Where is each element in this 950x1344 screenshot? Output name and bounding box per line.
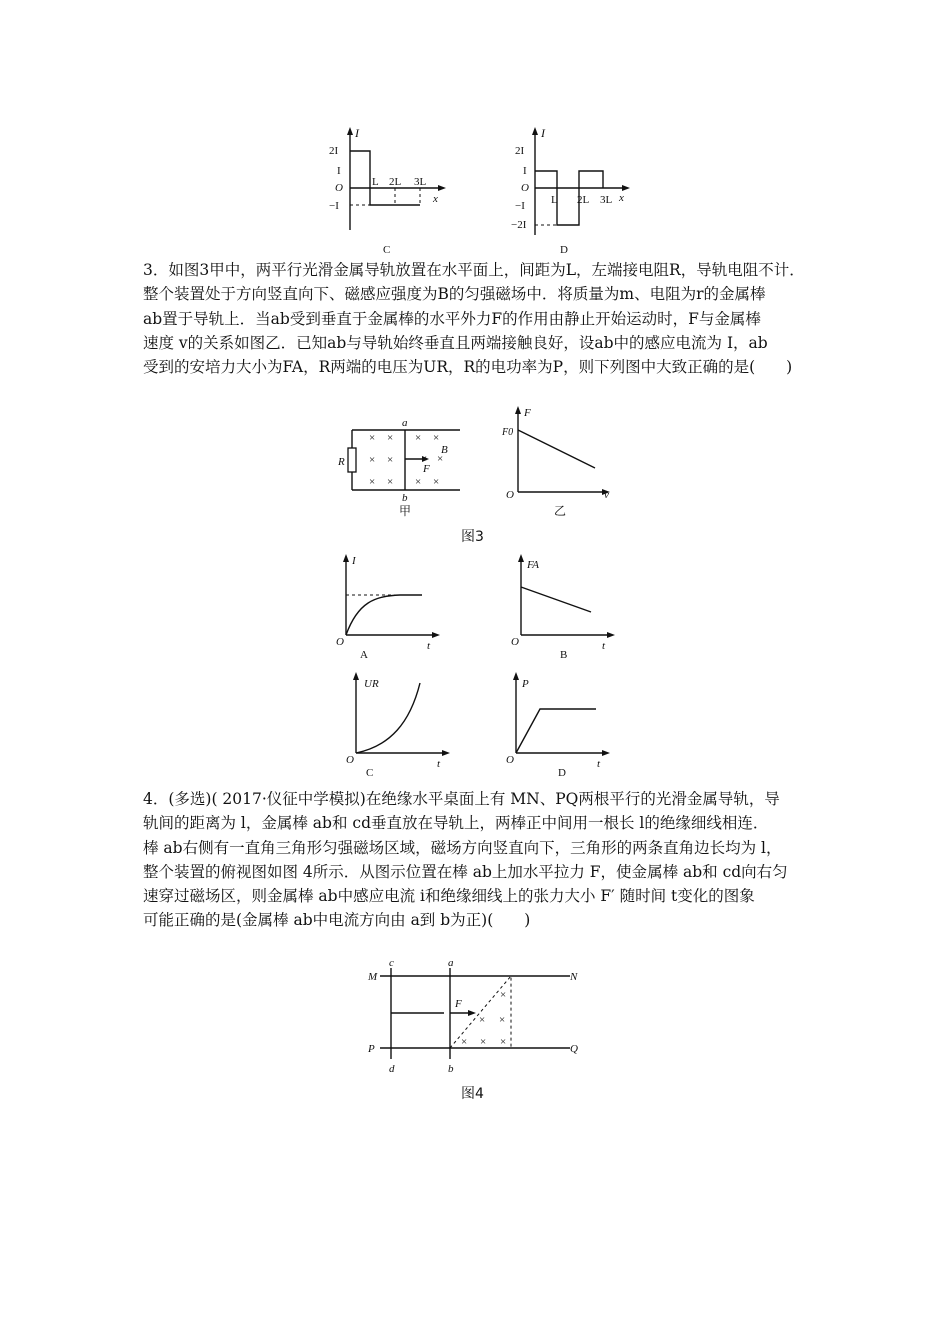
field-cross: ×	[433, 476, 440, 488]
question-4-line: 轨间的距离为 l，金属棒 ab和 cd垂直放在导轨上，两棒正中间用一根长 l的绝缘细线相连．	[143, 814, 769, 833]
svg-text:F0: F0	[502, 427, 514, 438]
svg-text:x: x	[619, 192, 624, 204]
svg-text:I: I	[541, 126, 545, 140]
question-4-line: 速穿过磁场区，则金属棒 ab中感应电流 i和绝缘细线上的张力大小 F′ 随时间 t变化的图象	[143, 887, 755, 906]
svg-text:F: F	[423, 463, 430, 475]
svg-text:O: O	[511, 636, 519, 648]
svg-text:t: t	[602, 640, 606, 652]
svg-text:乙: 乙	[554, 504, 567, 518]
svg-text:t: t	[427, 640, 431, 652]
svg-text:2I: 2I	[329, 145, 339, 157]
svg-text:C: C	[366, 767, 374, 779]
option-d-graph	[500, 668, 615, 780]
question-3-line: 速度 v的关系如图乙．已知ab与导轨始终垂直且两端接触良好，设ab中的感应电流为 I，ab	[143, 333, 768, 352]
field-cross: ×	[387, 432, 394, 444]
question-3-line: 3．如图3甲中，两平行光滑金属导轨放置在水平面上，间距为L，左端接电阻R，导轨电阻不计．	[143, 261, 805, 279]
svg-text:t: t	[437, 758, 441, 770]
svg-text:I: I	[337, 165, 341, 177]
svg-text:d: d	[389, 1063, 395, 1075]
svg-text:−I: −I	[329, 200, 339, 212]
option-b-graph	[505, 550, 620, 660]
svg-text:R: R	[338, 456, 345, 468]
svg-text:P: P	[522, 678, 529, 690]
svg-text:3L: 3L	[600, 194, 613, 206]
question-3-line: 整个装置处于方向竖直向下、磁感应强度为B的匀强磁场中．将质量为m、电阻为r的金属棒	[143, 285, 766, 304]
svg-text:FA: FA	[527, 559, 540, 571]
svg-text:c: c	[389, 957, 394, 969]
field-cross: ×	[480, 1036, 487, 1048]
question-3-line: 受到的安培力大小为FA，R两端的电压为UR，R的电功率为P，则下列图中大致正确的是( )	[143, 358, 793, 377]
svg-text:−2I: −2I	[511, 219, 527, 231]
question-4-line: 可能正确的是(金属棒 ab中电流方向由 a到 b为正)( )	[143, 911, 531, 930]
svg-text:L: L	[372, 176, 379, 188]
svg-text:O: O	[506, 754, 514, 766]
field-cross: ×	[433, 432, 440, 444]
svg-text:O: O	[346, 754, 354, 766]
svg-text:N: N	[570, 971, 578, 983]
question-4-line: 4．(多选)( 2017·仪征中学模拟)在绝缘水平桌面上有 MN、PQ两根平行的光滑金属导轨，导	[143, 790, 780, 808]
svg-text:M: M	[368, 971, 378, 983]
svg-text:2L: 2L	[577, 194, 590, 206]
field-cross: ×	[461, 1036, 468, 1048]
svg-text:3L: 3L	[414, 176, 427, 188]
svg-text:2I: 2I	[515, 145, 525, 157]
figure-3-jia-circuit	[335, 415, 470, 520]
question-4-line: 棒 ab右侧有一直角三角形匀强磁场区域，磁场方向竖直向下，三角形的两条直角边长均为 l，	[143, 838, 782, 857]
svg-text:P: P	[368, 1043, 375, 1055]
figure-3-yi-graph	[500, 400, 620, 520]
svg-text:L: L	[551, 194, 558, 206]
svg-text:Q: Q	[570, 1043, 578, 1055]
option-c-graph	[340, 668, 455, 780]
svg-text:O: O	[336, 636, 344, 648]
svg-text:O: O	[335, 182, 343, 194]
field-cross: ×	[415, 476, 422, 488]
field-cross: ×	[499, 1014, 506, 1026]
svg-text:a: a	[402, 417, 408, 429]
field-cross: ×	[415, 432, 422, 444]
svg-text:a: a	[448, 957, 454, 969]
svg-text:B: B	[441, 444, 448, 456]
svg-text:UR: UR	[364, 678, 379, 690]
svg-text:x: x	[433, 193, 438, 205]
top-graph-d	[505, 125, 635, 260]
question-3-text	[143, 258, 833, 379]
svg-text:I: I	[523, 165, 527, 177]
svg-text:v: v	[604, 489, 609, 501]
svg-text:F: F	[524, 407, 531, 419]
svg-text:b: b	[448, 1063, 454, 1075]
svg-text:I: I	[352, 555, 356, 567]
option-a-graph	[330, 550, 445, 660]
figure-4-caption: 图4	[461, 1086, 484, 1102]
svg-text:A: A	[360, 649, 368, 660]
svg-text:t: t	[597, 758, 601, 770]
figure-4-rails-diagram	[360, 955, 590, 1077]
svg-text:D: D	[560, 244, 568, 256]
svg-text:O: O	[521, 182, 529, 194]
svg-text:F: F	[455, 998, 462, 1010]
field-cross: ×	[387, 476, 394, 488]
field-cross: ×	[500, 989, 507, 1001]
figure-3-caption: 图3	[461, 529, 484, 545]
question-4-text	[143, 787, 833, 933]
svg-text:C: C	[383, 244, 391, 256]
field-cross: ×	[369, 432, 376, 444]
field-cross: ×	[387, 454, 394, 466]
svg-text:2L: 2L	[389, 176, 402, 188]
svg-text:D: D	[558, 767, 566, 779]
field-cross: ×	[369, 454, 376, 466]
svg-text:b: b	[402, 492, 408, 504]
svg-text:B: B	[560, 649, 568, 660]
field-cross: ×	[479, 1014, 486, 1026]
svg-text:I: I	[355, 126, 359, 140]
svg-text:−I: −I	[515, 200, 525, 212]
top-graph-c	[325, 125, 455, 260]
svg-text:甲: 甲	[399, 504, 412, 518]
question-3-line: ab置于导轨上．当ab受到垂直于金属棒的水平外力F的作用由静止开始运动时，F与金属棒	[143, 309, 761, 328]
question-4-line: 整个装置的俯视图如图 4所示．从图示位置在棒 ab上加水平拉力 F，使金属棒 ab和 cd向右匀	[143, 862, 788, 881]
field-cross: ×	[500, 1036, 507, 1048]
field-cross: ×	[369, 476, 376, 488]
field-cross: ×	[437, 453, 444, 465]
svg-text:O: O	[506, 489, 514, 501]
